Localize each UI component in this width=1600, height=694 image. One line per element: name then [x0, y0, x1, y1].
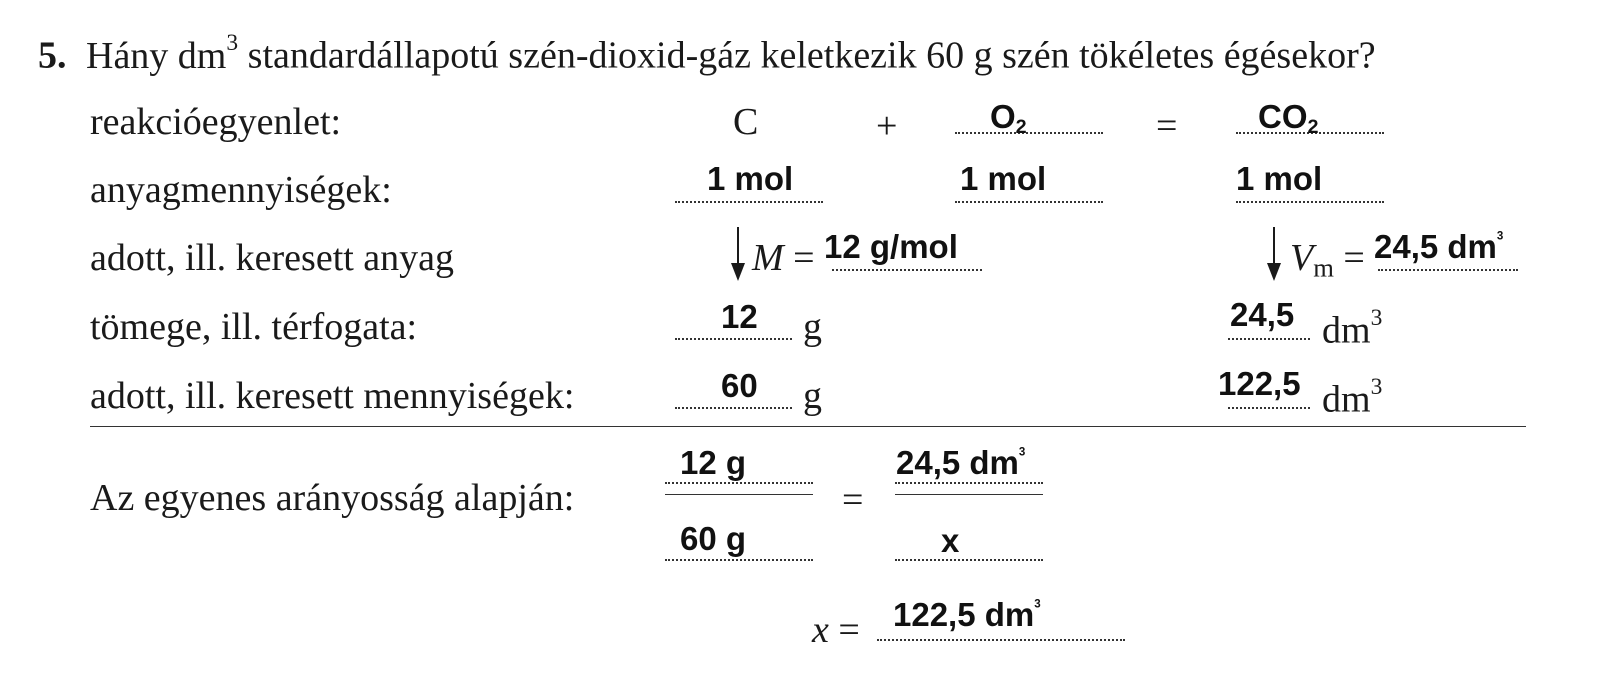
answer-oxygen [990, 98, 1027, 139]
label-mass-volume: tömege, ill. térfogata: [90, 306, 418, 348]
blank-amount-2 [955, 201, 1103, 203]
answer-given-mass: 60 [721, 367, 758, 404]
molar-volume-formula [1290, 236, 1365, 284]
answer-left-numerator: 12 g [680, 444, 747, 481]
molar-mass-equals: = [783, 237, 815, 279]
answer-left-denominator: 60 g [680, 520, 747, 557]
blank-molar-mass [832, 269, 982, 271]
answer-amount-2: 1 mol [960, 160, 1047, 197]
molar-volume-exponent: 3 [1496, 230, 1504, 243]
result-value: 122,5 dm [893, 596, 1035, 633]
oxygen-symbol: O [990, 98, 1016, 135]
given-mass-unit: g [803, 375, 822, 417]
answer-molar-volume [1374, 228, 1503, 266]
volume-unit-text: dm [1322, 309, 1371, 352]
blank-left-denominator [665, 559, 813, 561]
answer-molar-mass: 12 g/mol [824, 228, 958, 265]
answer-result [893, 596, 1041, 634]
fraction-bar-left [665, 494, 813, 495]
blank-right-denominator [895, 559, 1043, 561]
question-text-start: Hány dm [86, 34, 227, 77]
molar-mass-symbol: M [752, 237, 784, 279]
oxygen-subscript: 2 [1015, 115, 1027, 138]
blank-amount-3 [1236, 201, 1384, 203]
blank-given-mass [675, 407, 792, 409]
molar-mass-formula [752, 236, 815, 280]
question-text-end: standardállapotú szén-dioxid-gáz keletkezik 60 g szén tökéletes égésekor? [238, 34, 1376, 77]
label-proportion-text: Az egyenes arányosság alapján: [90, 477, 575, 519]
answer-right-numerator [896, 444, 1025, 482]
blank-mass [675, 338, 792, 340]
down-arrow-icon [728, 225, 748, 283]
answer-co2 [1258, 98, 1319, 139]
blank-left-numerator [665, 482, 813, 484]
answer-right-denominator: x [941, 522, 960, 559]
answer-amount-3: 1 mol [1236, 160, 1323, 197]
question-exponent: 3 [226, 30, 239, 56]
molar-volume-equals: = [1333, 237, 1365, 279]
result-formula [812, 608, 860, 652]
label-given-quantities: adott, ill. keresett mennyiségek: [90, 375, 575, 417]
section-divider [90, 426, 1526, 427]
blank-reactant2 [955, 132, 1103, 134]
equation-plus: + [876, 105, 898, 147]
answer-given-volume: 122,5 [1218, 365, 1301, 402]
blank-given-volume [1228, 407, 1310, 409]
molar-volume-symbol: V [1290, 237, 1314, 279]
question-number: 5. [38, 34, 67, 77]
blank-result [877, 639, 1125, 641]
equation-carbon: C [733, 101, 759, 143]
right-numerator-value: 24,5 dm [896, 444, 1019, 481]
molar-volume-value: 24,5 dm [1374, 228, 1497, 265]
given-volume-unit-exponent: 3 [1370, 374, 1383, 400]
blank-right-numerator [895, 482, 1043, 484]
question-line [38, 30, 1376, 78]
down-arrow-icon [1264, 225, 1284, 283]
volume-unit-exponent: 3 [1370, 305, 1383, 331]
blank-amount-1 [675, 201, 823, 203]
result-equals: = [828, 609, 860, 651]
label-amounts: anyagmennyiségek: [90, 169, 392, 211]
result-exponent: 3 [1034, 598, 1041, 611]
co2-subscript: 2 [1307, 115, 1319, 138]
given-volume-unit-text: dm [1322, 378, 1371, 421]
equation-equals: = [1156, 105, 1178, 147]
label-given-substance: adott, ill. keresett anyag [90, 237, 455, 279]
right-numerator-exponent: 3 [1018, 446, 1026, 459]
given-volume-unit [1322, 374, 1382, 422]
molar-volume-subscript: m [1313, 252, 1334, 283]
result-variable: x [812, 609, 829, 651]
answer-amount-1: 1 mol [707, 160, 794, 197]
answer-mass: 12 [721, 298, 758, 335]
blank-molar-volume [1378, 269, 1518, 271]
blank-volume [1228, 338, 1310, 340]
proportion-equals: = [842, 479, 864, 521]
co2-symbol: CO [1258, 98, 1308, 135]
volume-unit [1322, 305, 1382, 353]
answer-volume: 24,5 [1230, 296, 1295, 333]
label-reaction-equation: reakcióegyenlet: [90, 101, 342, 143]
fraction-bar-right [895, 494, 1043, 495]
mass-unit: g [803, 306, 822, 348]
